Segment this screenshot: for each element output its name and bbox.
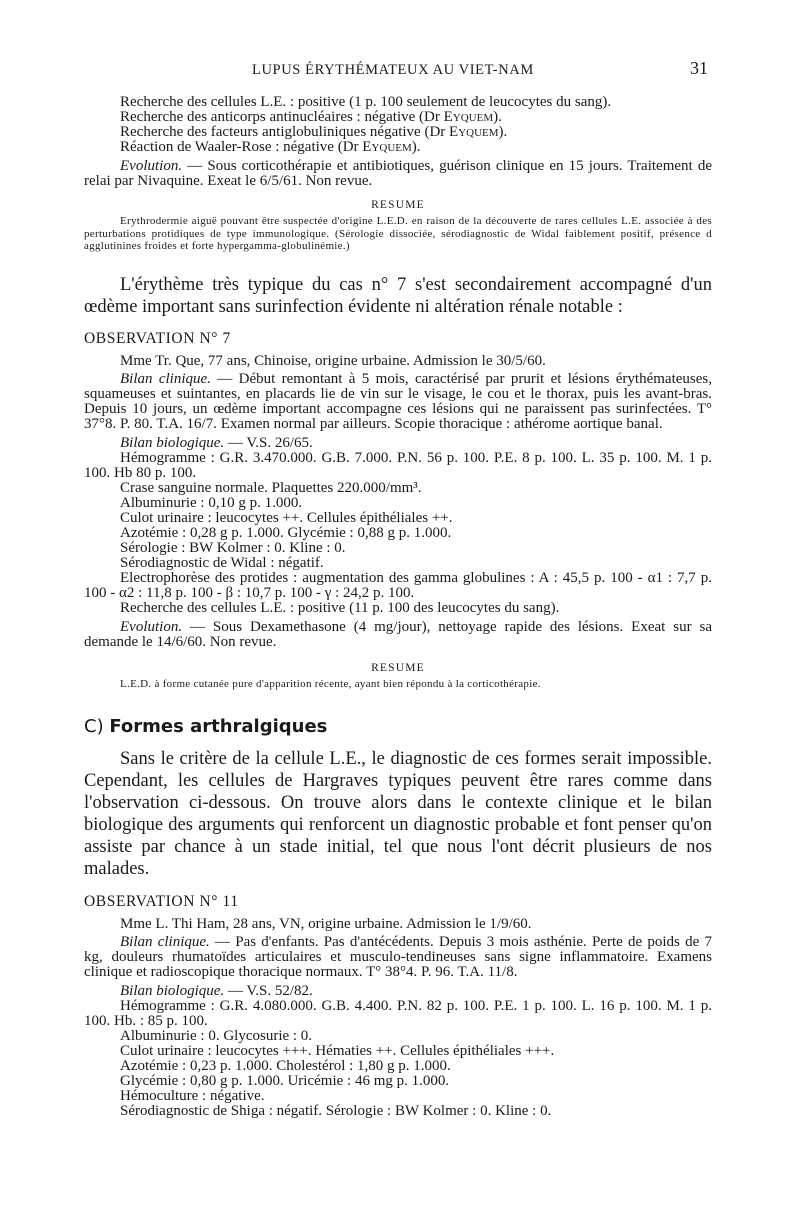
- evolution-paragraph: Evolution. — Sous Dexamethasone (4 mg/jour), nettoyage rapide des lésions. Exeat sur sa demande le 14/6/60. Non revue.: [84, 618, 712, 650]
- page-header: [0, 60, 800, 84]
- text-line: Recherche des cellules L.E. : positive (1 p. 100 seulement de leucocytes du sang).: [120, 94, 612, 110]
- section-heading: C) Formes arthralgiques: [84, 716, 328, 737]
- observation-7: [84, 330, 712, 650]
- patient-line: Mme Tr. Que, 77 ans, Chinoise, origine urbaine. Admission le 30/5/60.: [120, 352, 546, 369]
- lab-line: Sérodiagnostic de Shiga : négatif. Sérologie : BW Kolmer : 0. Kline : 0.: [120, 1103, 552, 1119]
- resume-block: [84, 199, 712, 253]
- lab-line: Sérodiagnostic de Widal : négatif.: [120, 554, 324, 571]
- evolution-paragraph: Evolution. — Sous corticothérapie et antibiotiques, guérison clinique en 15 jours. Traitement de relai par Nivaquine. Exeat le 6/5/61. Non revue.: [84, 158, 712, 189]
- lab-line: Crase sanguine normale. Plaquettes 220.000/mm³.: [120, 479, 422, 496]
- intro-paragraph: L'érythème très typique du cas n° 7 s'est secondairement accompagné d'un œdème important sans surinfection évidente ni altération rénale notable :: [84, 274, 712, 317]
- lab-line: Culot urinaire : leucocytes ++. Cellules épithéliales ++.: [120, 509, 453, 526]
- observation-heading: OBSERVATION N° 11: [84, 893, 239, 910]
- electrophorese: Electrophorèse des protides : augmentation des gamma globulines : A : 45,5 p. 100 - α1 : 7,7 p. 100 - α2 : 11,8 p. 100 - β : 10,7 p. 100 - γ : 24,2 p. 100.: [84, 569, 712, 601]
- lab-line: Recherche des cellules L.E. : positive (11 p. 100 des leucocytes du sang).: [120, 599, 560, 616]
- section-paragraph: Sans le critère de la cellule L.E., le diagnostic de ces formes serait impossible. Cependant, les cellules de Hargraves typiques peuvent être rares comme dans l'observation ci-dessous. On trouve alors dans le contexte clinique et le bilan biologique des arguments qui renforcent un diagnostic probable et font penser qu'on assiste par chance à un stade initial, tel que nous l'ont décrit plusieurs de nos malades.: [84, 749, 712, 879]
- observation-11: [84, 893, 712, 1119]
- doctor-name: Eyquem: [449, 124, 499, 140]
- lab-line: Albuminurie : 0,10 g p. 1.000.: [120, 494, 303, 511]
- doctor-name: Eyquem: [362, 139, 412, 155]
- lab-line: Albuminurie : 0. Glycosurie : 0.: [120, 1028, 313, 1044]
- lab-line: Culot urinaire : leucocytes +++. Hématies ++. Cellules épithéliales +++.: [120, 1043, 555, 1059]
- page-body: [84, 95, 712, 1119]
- lab-line: Glycémie : 0,80 g p. 1.000. Uricémie : 46 mg p. 1.000.: [120, 1073, 450, 1089]
- resume-title: RESUME: [371, 661, 425, 674]
- previous-observation: [84, 95, 712, 189]
- resume-block: [84, 662, 712, 691]
- text-line: Recherche des anticorps antinucléaires : négative (Dr Eyquem).: [120, 109, 502, 125]
- lab-line: Hémoculture : négative.: [120, 1088, 265, 1104]
- hemogramme: Hémogramme : G.R. 3.470.000. G.B. 7.000. P.N. 56 p. 100. P.E. 8 p. 100. L. 35 p. 100. M. 1 p. 100. Hb 80 p. 100.: [84, 449, 712, 481]
- page-number: 31: [690, 58, 708, 78]
- resume-text: Erythrodermie aiguë pouvant être suspectée d'origine L.E.D. en raison de la découverte de rares cellules L.E. associée à des perturbations protidiques de type immunologique. (Sérologie dissociée, sérodiagnostic de Widal faiblement positif, présence d agglutinines froides et forte hypergamma-globulinémie.): [84, 215, 712, 252]
- running-title: LUPUS ÉRYTHÉMATEUX AU VIET-NAM: [252, 62, 534, 78]
- resume-title: RESUME: [371, 199, 425, 211]
- bilan-clinique: Bilan clinique. — Début remontant à 5 mois, caractérisé par prurit et lésions érythémateuses, squameuses et suintantes, en placards lie de vin sur le visage, le cou et le thorax, puis les avant-bras. Depuis 10 jours, un œdème important accompagne ces lésions qui ne paraissent pas surinfectées. T° 37°8. P. 80. T.A. 16/7. Examen normal par ailleurs. Scopie thoracique : athérome aortique banal.: [84, 370, 712, 432]
- bilan-biologique: Bilan biologique. — V.S. 26/65.: [120, 434, 313, 451]
- bilan-biologique: Bilan biologique. — V.S. 52/82.: [120, 983, 313, 999]
- doctor-name: Eyquem: [443, 109, 494, 125]
- observation-heading: OBSERVATION N° 7: [84, 329, 231, 347]
- patient-line: Mme L. Thi Ham, 28 ans, VN, origine urbaine. Admission le 1/9/60.: [120, 916, 532, 932]
- resume-text: L.E.D. à forme cutanée pure d'apparition récente, ayant bien répondu à la corticothérapie.: [120, 677, 541, 690]
- text-line: Réaction de Waaler-Rose : négative (Dr Eyquem).: [120, 139, 421, 155]
- text-line: Recherche des facteurs antiglobuliniques négative (Dr Eyquem).: [120, 124, 508, 140]
- bilan-clinique: Bilan clinique. — Pas d'enfants. Pas d'antécédents. Depuis 3 mois asthénie. Perte de poids de 7 kg, douleurs rhumatoïdes articulaires et musculo-tendineuses sans signe inflammatoire. Examens clinique et radioscopique thoracique normaux. T° 38°4. P. 96. T.A. 11/8.: [84, 934, 712, 980]
- lab-line: Sérologie : BW Kolmer : 0. Kline : 0.: [120, 539, 346, 556]
- hemogramme: Hémogramme : G.R. 4.080.000. G.B. 4.400. P.N. 82 p. 100. P.E. 1 p. 100. L. 16 p. 100. M. 1 p. 100. Hb. : 85 p. 100.: [84, 998, 712, 1029]
- lab-line: Azotémie : 0,28 g p. 1.000. Glycémie : 0,88 g p. 1.000.: [120, 524, 452, 541]
- lab-line: Azotémie : 0,23 p. 1.000. Cholestérol : 1,80 g p. 1.000.: [120, 1058, 451, 1074]
